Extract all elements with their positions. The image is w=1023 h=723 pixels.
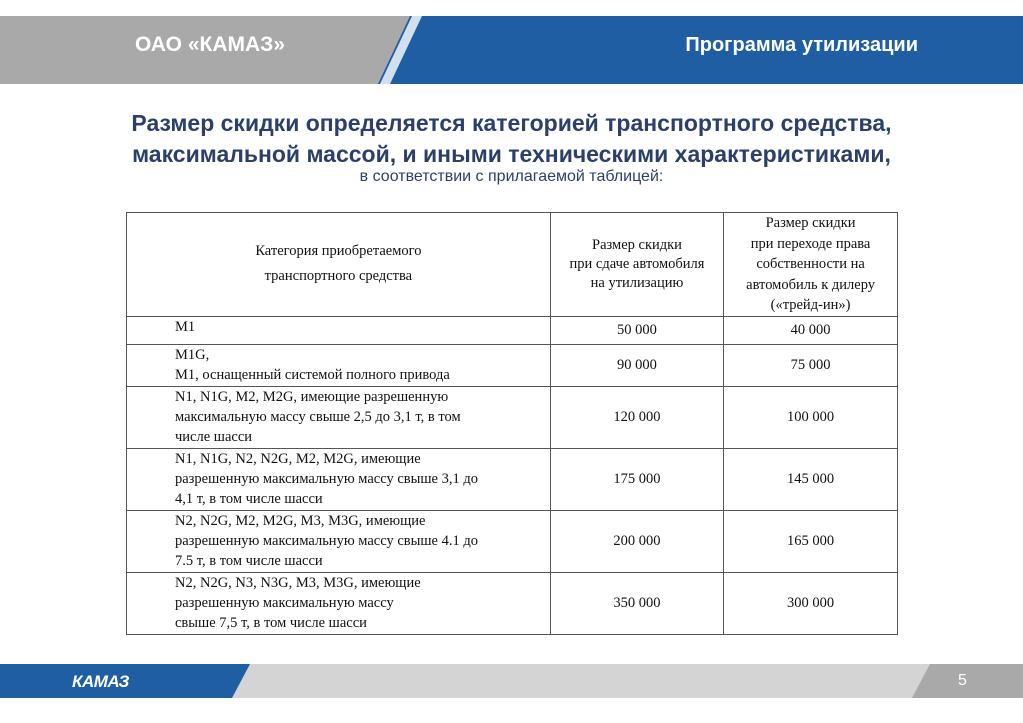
header-category <box>127 213 551 317</box>
tradein-discount-cell: 145 000 <box>724 448 898 510</box>
category-cell: М1G, М1, оснащенный системой полного привода <box>127 344 551 386</box>
category-cell: N1, N1G, N2, N2G, M2, M2G, имеющие разрешенную максимальную массу свыше 3,1 до 4,1 т, в том числе шасси <box>127 448 551 510</box>
table-row <box>127 572 898 634</box>
header-recycle-text: Размер скидки при сдаче автомобиля на утилизацию <box>569 236 705 291</box>
table-row <box>127 386 898 448</box>
table-row <box>127 448 898 510</box>
headline-line-2: максимальной массой, и иными техническими характеристиками, <box>132 141 891 167</box>
tradein-discount-cell: 40 000 <box>724 316 898 344</box>
program-title: Программа утилизации <box>685 33 918 56</box>
tradein-discount-cell: 75 000 <box>724 344 898 386</box>
page-headline <box>0 108 1023 170</box>
table-body <box>127 316 898 634</box>
recycle-discount-cell: 50 000 <box>550 316 723 344</box>
header-tradein-text: Размер скидки при переходе права собственности на автомобиль к дилеру («трейд-ин») <box>746 215 876 313</box>
header-recycle-discount <box>550 213 723 317</box>
page-number: 5 <box>958 672 967 689</box>
recycle-discount-cell: 90 000 <box>550 344 723 386</box>
footer-band <box>0 664 1023 698</box>
header-category-line1: Категория приобретаемого <box>255 243 422 260</box>
table-row <box>127 510 898 572</box>
logo-text: КАМАЗ <box>72 672 129 690</box>
recycle-discount-cell: 120 000 <box>550 386 723 448</box>
tradein-discount-cell: 165 000 <box>724 510 898 572</box>
table-row <box>127 344 898 386</box>
table-header-row <box>127 213 898 317</box>
company-name: ОАО «КАМАЗ» <box>134 33 286 56</box>
tradein-discount-cell: 300 000 <box>724 572 898 634</box>
recycle-discount-cell: 350 000 <box>550 572 723 634</box>
header-tradein-discount <box>724 213 898 317</box>
recycle-discount-cell: 200 000 <box>550 510 723 572</box>
discount-table <box>126 212 898 635</box>
table-row <box>127 316 898 344</box>
kamaz-logo <box>72 672 142 690</box>
recycle-discount-cell: 175 000 <box>550 448 723 510</box>
category-cell: N1, N1G, M2, M2G, имеющие разрешенную максимальную массу свыше 2,5 до 3,1 т, в том числе шасси <box>127 386 551 448</box>
category-cell: М1 <box>127 316 551 344</box>
tradein-discount-cell: 100 000 <box>724 386 898 448</box>
header-category-line2: транспортного средства <box>264 268 413 285</box>
headline-line-1: Размер скидки определяется категорией транспортного средства, <box>131 110 892 136</box>
category-cell: N2, N2G, N3, N3G, M3, M3G, имеющие разрешенную максимальную массу свыше 7,5 т, в том числе шасси <box>127 572 551 634</box>
category-cell: N2, N2G, M2, M2G, M3, M3G, имеющие разрешенную максимальную массу свыше 4.1 до 7.5 т, в том числе шасси <box>127 510 551 572</box>
headline-subline: в соответствии с прилагаемой таблицей: <box>359 168 664 185</box>
